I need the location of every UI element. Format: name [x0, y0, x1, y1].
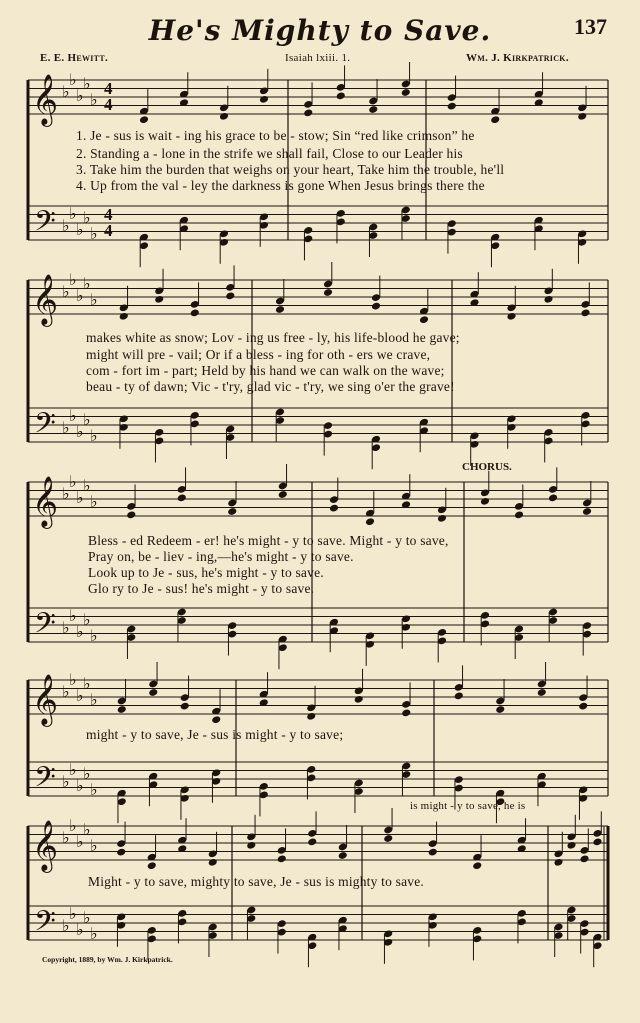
flat-sign-icon: ♭: [76, 776, 84, 795]
flat-sign-icon: ♭: [90, 426, 98, 445]
flat-sign-icon: ♭: [62, 82, 70, 101]
flat-sign-icon: ♭: [90, 626, 98, 645]
note-head-icon: [537, 688, 547, 697]
flat-sign-icon: ♭: [76, 488, 84, 507]
flat-sign-icon: ♭: [90, 90, 98, 109]
note-head-icon: [116, 848, 126, 857]
flat-sign-icon: ♭: [62, 484, 70, 503]
copyright-notice: Copyright, 1889, by Wm. J. Kirkpatrick.: [42, 955, 173, 964]
note-head-icon: [365, 517, 375, 526]
note-head-icon: [177, 493, 187, 502]
chorus-line: Might - y to save, mighty to save, Je - sus is mighty to save.: [88, 874, 424, 889]
note-head-icon: [329, 504, 339, 513]
flat-sign-icon: ♭: [90, 492, 98, 511]
flat-sign-icon: ♭: [90, 836, 98, 855]
note-head-icon: [437, 514, 447, 523]
note-head-icon: [119, 312, 129, 321]
note-head-icon: [582, 507, 592, 516]
treble-clef-icon: 𝄞: [32, 274, 59, 325]
note-head-icon: [278, 490, 288, 499]
note-head-icon: [553, 858, 563, 867]
note-head-icon: [383, 834, 393, 843]
note-head-icon: [154, 295, 164, 304]
note-head-icon: [577, 112, 587, 121]
note-head-icon: [190, 308, 200, 317]
note-head-icon: [354, 695, 364, 704]
flat-sign-icon: ♭: [90, 780, 98, 799]
flat-sign-icon: ♭: [69, 472, 77, 491]
note-head-icon: [259, 95, 269, 104]
verse-line: com - fort im - part; Held by his hand we can walk on the wave;: [86, 363, 445, 378]
flat-sign-icon: ♭: [83, 674, 91, 693]
note-head-icon: [566, 841, 576, 850]
note-head-icon: [323, 288, 333, 297]
chorus-label: CHORUS.: [462, 461, 512, 473]
time-signature: 4: [104, 205, 113, 224]
flat-sign-icon: ♭: [62, 282, 70, 301]
flat-sign-icon: ♭: [76, 622, 84, 641]
note-head-icon: [306, 712, 316, 721]
note-head-icon: [579, 854, 589, 863]
scripture-reference: Isaiah lxiii. 1.: [285, 52, 351, 64]
note-head-icon: [371, 302, 381, 311]
verse-line: 1. Je - sus is wait - ing his grace to be - stow; Sin “red like crimson” he: [76, 128, 475, 143]
flat-sign-icon: ♭: [76, 286, 84, 305]
flat-sign-icon: ♭: [83, 820, 91, 839]
note-head-icon: [338, 851, 348, 860]
verse-line: makes white as snow; Lov - ing us free - ly, his life-blood he gave;: [86, 330, 460, 345]
flat-sign-icon: ♭: [69, 606, 77, 625]
flat-sign-icon: ♭: [62, 216, 70, 235]
note-head-icon: [336, 91, 346, 100]
note-head-icon: [246, 841, 256, 850]
note-head-icon: [419, 315, 429, 324]
time-signature: 4: [104, 221, 113, 240]
flat-sign-icon: ♭: [76, 220, 84, 239]
note-head-icon: [147, 861, 157, 870]
bass-clef-icon: 𝄢: [34, 205, 56, 245]
note-head-icon: [580, 308, 590, 317]
time-signature: 4: [104, 95, 113, 114]
note-head-icon: [225, 291, 235, 300]
flat-sign-icon: ♭: [69, 904, 77, 923]
flat-sign-icon: ♭: [69, 816, 77, 835]
flat-sign-icon: ♭: [90, 224, 98, 243]
note-head-icon: [208, 858, 218, 867]
note-head-icon: [117, 705, 127, 714]
note-head-icon: [219, 112, 229, 121]
note-head-icon: [447, 102, 457, 111]
note-head-icon: [495, 705, 505, 714]
flat-sign-icon: ♭: [62, 916, 70, 935]
note-head-icon: [368, 105, 378, 114]
flat-sign-icon: ♭: [76, 920, 84, 939]
treble-clef-icon: 𝄞: [32, 74, 59, 125]
verse-line: might will pre - vail; Or if a bless - ing for oth - ers we crave,: [86, 347, 431, 362]
note-head-icon: [211, 715, 221, 724]
bass-clef-icon: 𝄢: [34, 607, 56, 647]
note-head-icon: [490, 115, 500, 124]
chorus-line: might - y to save, Je - sus is might - y to save;: [86, 727, 344, 742]
note-head-icon: [514, 510, 524, 519]
verse-line: Pray on, be - liev - ing,—he's might - y to save.: [88, 549, 354, 564]
note-head-icon: [180, 702, 190, 711]
flat-sign-icon: ♭: [76, 86, 84, 105]
flat-sign-icon: ♭: [76, 422, 84, 441]
flat-sign-icon: ♭: [62, 418, 70, 437]
note-head-icon: [592, 837, 602, 846]
flat-sign-icon: ♭: [83, 410, 91, 429]
flat-sign-icon: ♭: [83, 74, 91, 93]
treble-clef-icon: 𝄞: [32, 820, 59, 871]
flat-sign-icon: ♭: [69, 670, 77, 689]
verse-line: beau - ty of dawn; Vic - t'ry, glad vic - t'ry, we sing o'er the grave!: [86, 379, 455, 394]
verse-line: 3. Take him the burden that weighs on your heart, Take him the trouble, he'll: [76, 162, 505, 177]
flat-sign-icon: ♭: [90, 690, 98, 709]
composer-credit: Wm. J. Kirkpatrick.: [466, 52, 569, 64]
lyricist-credit: E. E. Hewitt.: [40, 52, 109, 64]
flat-sign-icon: ♭: [62, 828, 70, 847]
verse-line: Look up to Je - sus, he's might - y to save.: [88, 565, 324, 580]
time-signature: 4: [104, 79, 113, 98]
flat-sign-icon: ♭: [83, 208, 91, 227]
bass-chorus-line: is might - y to save, he is: [410, 800, 526, 812]
chorus-line: Bless - ed Redeem - er! he's might - y to save. Might - y to save,: [88, 533, 449, 548]
flat-sign-icon: ♭: [62, 682, 70, 701]
note-head-icon: [454, 691, 464, 700]
note-head-icon: [227, 507, 237, 516]
page-number: 137: [574, 14, 607, 39]
note-head-icon: [578, 702, 588, 711]
flat-sign-icon: ♭: [62, 772, 70, 791]
flat-sign-icon: ♭: [83, 610, 91, 629]
note-head-icon: [506, 312, 516, 321]
treble-clef-icon: 𝄞: [32, 476, 59, 527]
verse-line: Glo ry to Je - sus! he's might - y to save.: [88, 581, 315, 596]
note-head-icon: [307, 837, 317, 846]
flat-sign-icon: ♭: [62, 618, 70, 637]
flat-sign-icon: ♭: [76, 832, 84, 851]
verse-line: 4. Up from the val - ley the darkness is gone When Jesus brings there the: [76, 178, 485, 193]
flat-sign-icon: ♭: [83, 274, 91, 293]
flat-sign-icon: ♭: [69, 70, 77, 89]
flat-sign-icon: ♭: [90, 924, 98, 943]
note-head-icon: [139, 115, 149, 124]
note-head-icon: [428, 848, 438, 857]
note-head-icon: [472, 861, 482, 870]
note-head-icon: [275, 305, 285, 314]
note-head-icon: [277, 854, 287, 863]
note-head-icon: [126, 510, 136, 519]
note-head-icon: [543, 295, 553, 304]
flat-sign-icon: ♭: [83, 476, 91, 495]
bass-clef-icon: 𝄢: [34, 407, 56, 447]
flat-sign-icon: ♭: [76, 686, 84, 705]
flat-sign-icon: ♭: [83, 764, 91, 783]
note-head-icon: [148, 688, 158, 697]
flat-sign-icon: ♭: [83, 908, 91, 927]
note-head-icon: [401, 708, 411, 717]
note-head-icon: [548, 493, 558, 502]
flat-sign-icon: ♭: [69, 760, 77, 779]
bass-clef-icon: 𝄢: [34, 761, 56, 801]
flat-sign-icon: ♭: [90, 290, 98, 309]
treble-clef-icon: 𝄞: [32, 674, 59, 725]
flat-sign-icon: ♭: [69, 270, 77, 289]
flat-sign-icon: ♭: [69, 204, 77, 223]
hymn-title: He's Mighty to Save.: [148, 14, 492, 47]
flat-sign-icon: ♭: [69, 406, 77, 425]
bass-clef-icon: 𝄢: [34, 905, 56, 945]
note-head-icon: [480, 497, 490, 506]
note-head-icon: [401, 88, 411, 97]
verse-line: 2. Standing a - lone in the strife we shall fail, Close to our Leader his: [76, 146, 463, 161]
note-head-icon: [303, 108, 313, 117]
